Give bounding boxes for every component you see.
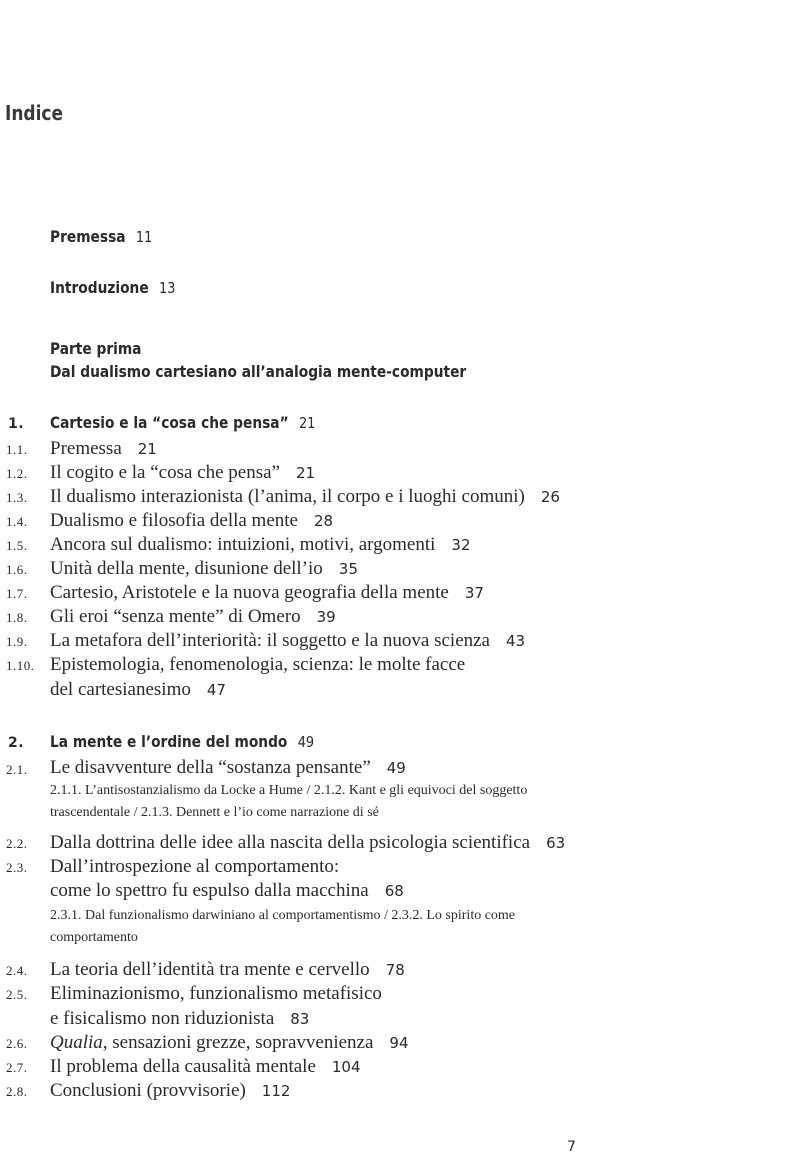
section-number: 1.3.	[6, 490, 28, 505]
section-entry	[50, 437, 157, 461]
section-entry	[50, 461, 315, 485]
section-number: 1.6.	[6, 562, 28, 577]
chapter-number: 1.	[8, 416, 25, 432]
section-entry	[50, 1055, 361, 1079]
section-page: 21	[137, 440, 157, 458]
section-title-line: Eliminazionismo, funzionalismo metafisico	[50, 983, 382, 1004]
part-label: Parte prima	[50, 339, 142, 358]
section-number: 1.1.	[6, 442, 28, 457]
section-number: 1.2.	[6, 466, 28, 481]
chapter-page: 49	[297, 733, 315, 751]
section-title: Ancora sul dualismo: intuizioni, motivi, argomenti	[50, 534, 436, 555]
chapter-number: 2.	[8, 735, 25, 751]
section-entry	[50, 557, 358, 581]
section-entry	[50, 1031, 409, 1055]
chapter-title-text: Cartesio e la “cosa che pensa”	[50, 413, 289, 432]
section-title-italic: Qualia	[50, 1032, 103, 1053]
section-title: , sensazioni grezze, sopravvenienza	[102, 1032, 374, 1053]
section-title-line: come lo spettro fu espulso dalla macchina	[50, 880, 369, 901]
section-number: 1.5.	[6, 538, 28, 553]
section-entry	[50, 678, 226, 702]
section-title: Il cogito e la “cosa che pensa”	[50, 462, 280, 483]
section-page: 28	[313, 512, 334, 530]
section-page: 35	[338, 560, 358, 578]
page-title: Indice	[5, 101, 64, 125]
section-number: 1.8.	[6, 610, 28, 625]
section-number: 1.9.	[6, 634, 28, 649]
section-title-line: Dall’introspezione al comportamento:	[50, 856, 340, 877]
section-title-line: e fisicalismo non riduzionista	[50, 1008, 275, 1029]
section-number: 2.8.	[6, 1084, 28, 1099]
section-title: Il problema della causalità mentale	[50, 1056, 316, 1077]
section-page: 94	[389, 1034, 409, 1052]
entry-page: 11	[135, 228, 153, 246]
section-entry	[50, 756, 406, 780]
section-entry	[50, 879, 404, 903]
section-title: Unità della mente, disunione dell’io	[50, 558, 323, 579]
section-page: 78	[385, 961, 405, 979]
entry-label: Premessa	[50, 227, 126, 246]
section-title: Gli eroi “senza mente” di Omero	[50, 606, 301, 627]
section-entry	[50, 1007, 309, 1031]
section-number: 2.4.	[6, 963, 28, 978]
page-number: 7	[567, 1139, 576, 1155]
section-entry	[50, 958, 405, 982]
section-entry	[50, 509, 333, 533]
section-title: La metafora dell’interiorità: il soggetto e la nuova scienza	[50, 630, 490, 651]
section-page: 47	[206, 681, 226, 699]
part-title: Dal dualismo cartesiano all’analogia mente-computer	[50, 362, 467, 381]
toc-entry-introduzione	[50, 278, 175, 297]
section-number: 2.1.	[6, 762, 28, 777]
entry-label: Introduzione	[50, 278, 149, 297]
section-page: 63	[546, 834, 566, 852]
section-number: 2.6.	[6, 1036, 28, 1051]
toc-entry-premessa	[50, 227, 152, 246]
section-page: 37	[464, 584, 484, 602]
section-page: 104	[331, 1058, 361, 1076]
section-page: 112	[261, 1082, 291, 1100]
section-number: 2.2.	[6, 836, 28, 851]
section-entry	[50, 533, 471, 557]
section-title: Cartesio, Aristotele e la nuova geografia della mente	[50, 582, 449, 603]
section-number: 1.10.	[6, 658, 35, 673]
section-entry	[50, 629, 525, 653]
section-entry	[50, 581, 484, 605]
chapter-page: 21	[298, 414, 316, 432]
section-entry	[50, 831, 565, 855]
section-title-line: del cartesianesimo	[50, 679, 191, 700]
chapter-title	[50, 732, 314, 751]
chapter-title-text: La mente e l’ordine del mondo	[50, 732, 288, 751]
chapter-title	[50, 413, 315, 432]
section-page: 83	[290, 1010, 310, 1028]
section-page: 68	[384, 882, 404, 900]
section-number: 1.4.	[6, 514, 28, 529]
section-title: Dalla dottrina delle idee alla nascita della psicologia scientifica	[50, 832, 531, 853]
section-number: 2.3.	[6, 860, 28, 875]
section-title: Le disavventure della “sostanza pensante”	[50, 757, 371, 778]
subsection-list: 2.1.1. L’antisostanzialismo da Locke a Hume / 2.1.2. Kant e gli equivoci del soggetto trascendentale / 2.1.3. Dennett e l’io come narrazione di sé	[50, 783, 528, 820]
section-page: 32	[451, 536, 471, 554]
section-page: 39	[316, 608, 336, 626]
section-number: 2.7.	[6, 1060, 28, 1075]
section-entry	[50, 605, 336, 629]
subsection-list: 2.3.1. Dal funzionalismo darwiniano al comportamentismo / 2.3.2. Lo spirito come comportamento	[50, 908, 516, 945]
section-page: 49	[386, 759, 406, 777]
section-page: 21	[296, 464, 316, 482]
section-title: Conclusioni (provvisorie)	[50, 1080, 246, 1101]
entry-page: 13	[159, 279, 176, 297]
section-number: 2.5.	[6, 987, 28, 1002]
section-title: La teoria dell’identità tra mente e cervello	[50, 959, 370, 980]
section-number: 1.7.	[6, 586, 28, 601]
section-entry	[50, 1079, 290, 1103]
section-title: Premessa	[50, 438, 122, 459]
section-page: 43	[506, 632, 526, 650]
section-title-line: Epistemologia, fenomenologia, scienza: le molte facce	[50, 654, 466, 675]
section-title: Dualismo e filosofia della mente	[50, 510, 298, 531]
section-title: Il dualismo interazionista (l’anima, il corpo e i luoghi comuni)	[50, 486, 525, 507]
section-page: 26	[540, 488, 560, 506]
section-entry	[50, 485, 560, 509]
